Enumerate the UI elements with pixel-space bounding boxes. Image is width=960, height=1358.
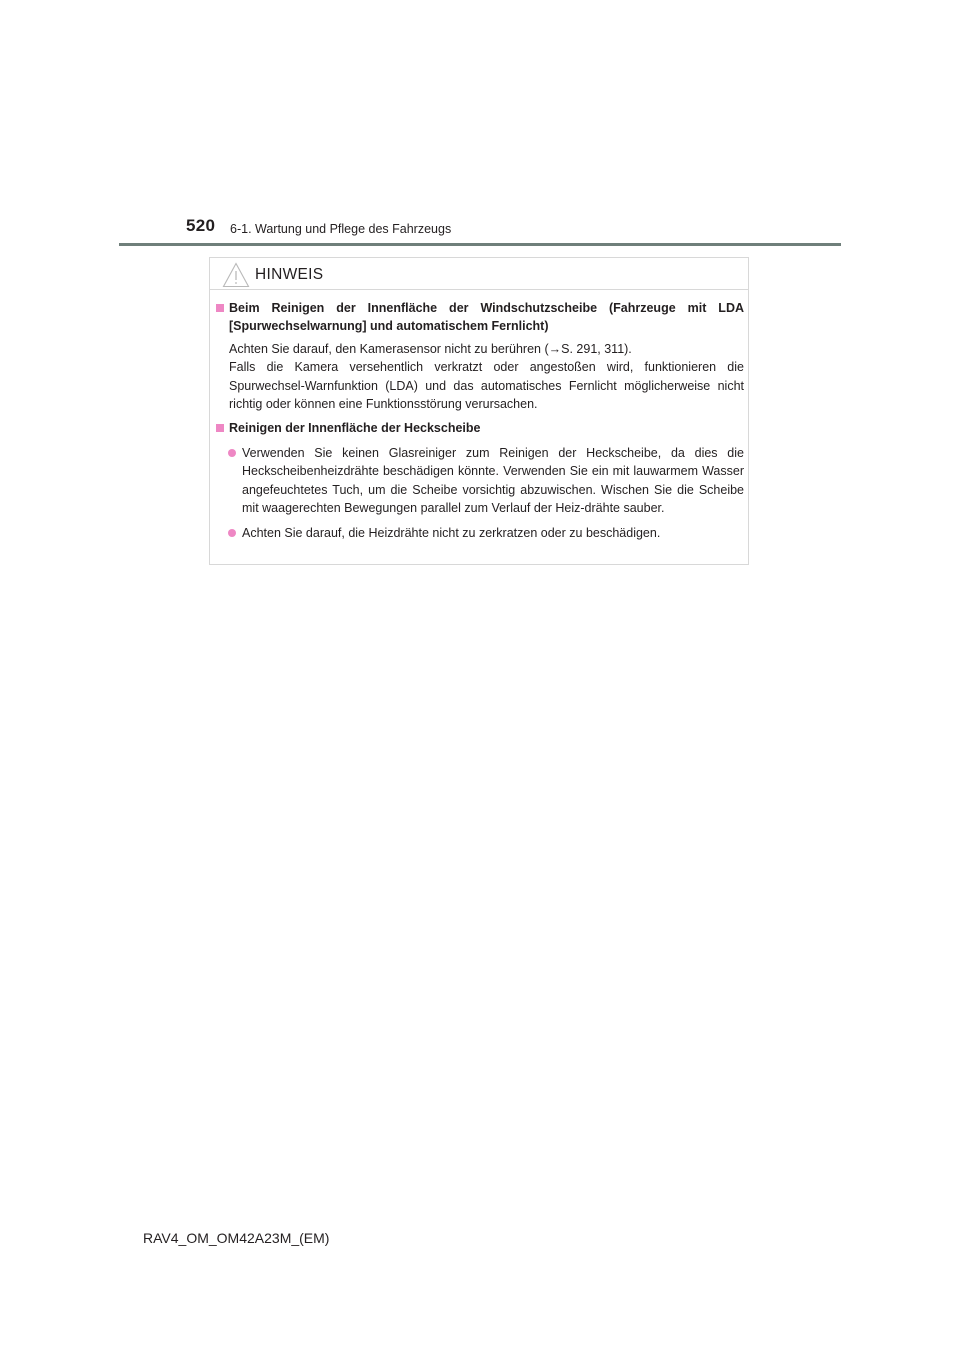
- notice-header: [222, 262, 323, 288]
- notice-item: [216, 299, 744, 413]
- bullet-item: [216, 444, 744, 518]
- bullet-text: Achten Sie darauf, die Heizdrähte nicht zu zerkratzen oder zu beschädigen.: [242, 526, 661, 541]
- notice-item-paragraph: Achten Sie darauf, den Kamerasensor nicht zu berühren (→S. 291, 311).: [229, 341, 632, 356]
- notice-item: [216, 419, 744, 437]
- warning-triangle-icon: [222, 262, 250, 288]
- spacer: [216, 517, 744, 524]
- section-title: 6-1. Wartung und Pflege des Fahrzeugs: [230, 222, 452, 236]
- bullet-text: Verwenden Sie keinen Glasreiniger zum Reinigen der Heckscheibe, da dies die Heckscheibenheizdrähte beschädigen könnte. Verwenden Sie ein mit lauwarmem Wasser angefeuchtetes Tuch, um die Scheibe vorsichtig abzuwischen. Wischen Sie die Scheibe mit waagerechten Bewegungen parallel zum Verlauf der Heiz-drähte sauber.: [242, 445, 744, 516]
- header-rule: [119, 243, 841, 246]
- notice-header-rule: [210, 289, 748, 290]
- bullet-item: [216, 524, 744, 542]
- notice-item-heading: Reinigen der Innenfläche der Heckscheibe: [229, 421, 481, 436]
- notice-item-heading: Beim Reinigen der Innenfläche der Windschutzscheibe (Fahrzeuge mit LDA [Spurwechselwarnung] und automatischem Fernlicht): [229, 301, 744, 334]
- pink-square-bullet-icon: [216, 304, 224, 312]
- pink-square-bullet-icon: [216, 424, 224, 432]
- pink-dot-bullet-icon: [228, 449, 236, 457]
- notice-item-paragraph: Falls die Kamera versehentlich verkratzt oder angestoßen wird, funktionieren die Spurwechsel-Warnfunktion (LDA) und das automatisches Fernlicht möglicherweise nicht richtig oder können eine Funktionsstörung verursachen.: [229, 360, 744, 412]
- notice-title: HINWEIS: [255, 266, 324, 283]
- page-number: 520: [186, 216, 216, 235]
- notice-body: [216, 299, 744, 543]
- pink-dot-bullet-icon: [228, 529, 236, 537]
- footer-model-code: RAV4_OM_OM42A23M_(EM): [143, 1230, 330, 1246]
- notice-box: [209, 257, 749, 565]
